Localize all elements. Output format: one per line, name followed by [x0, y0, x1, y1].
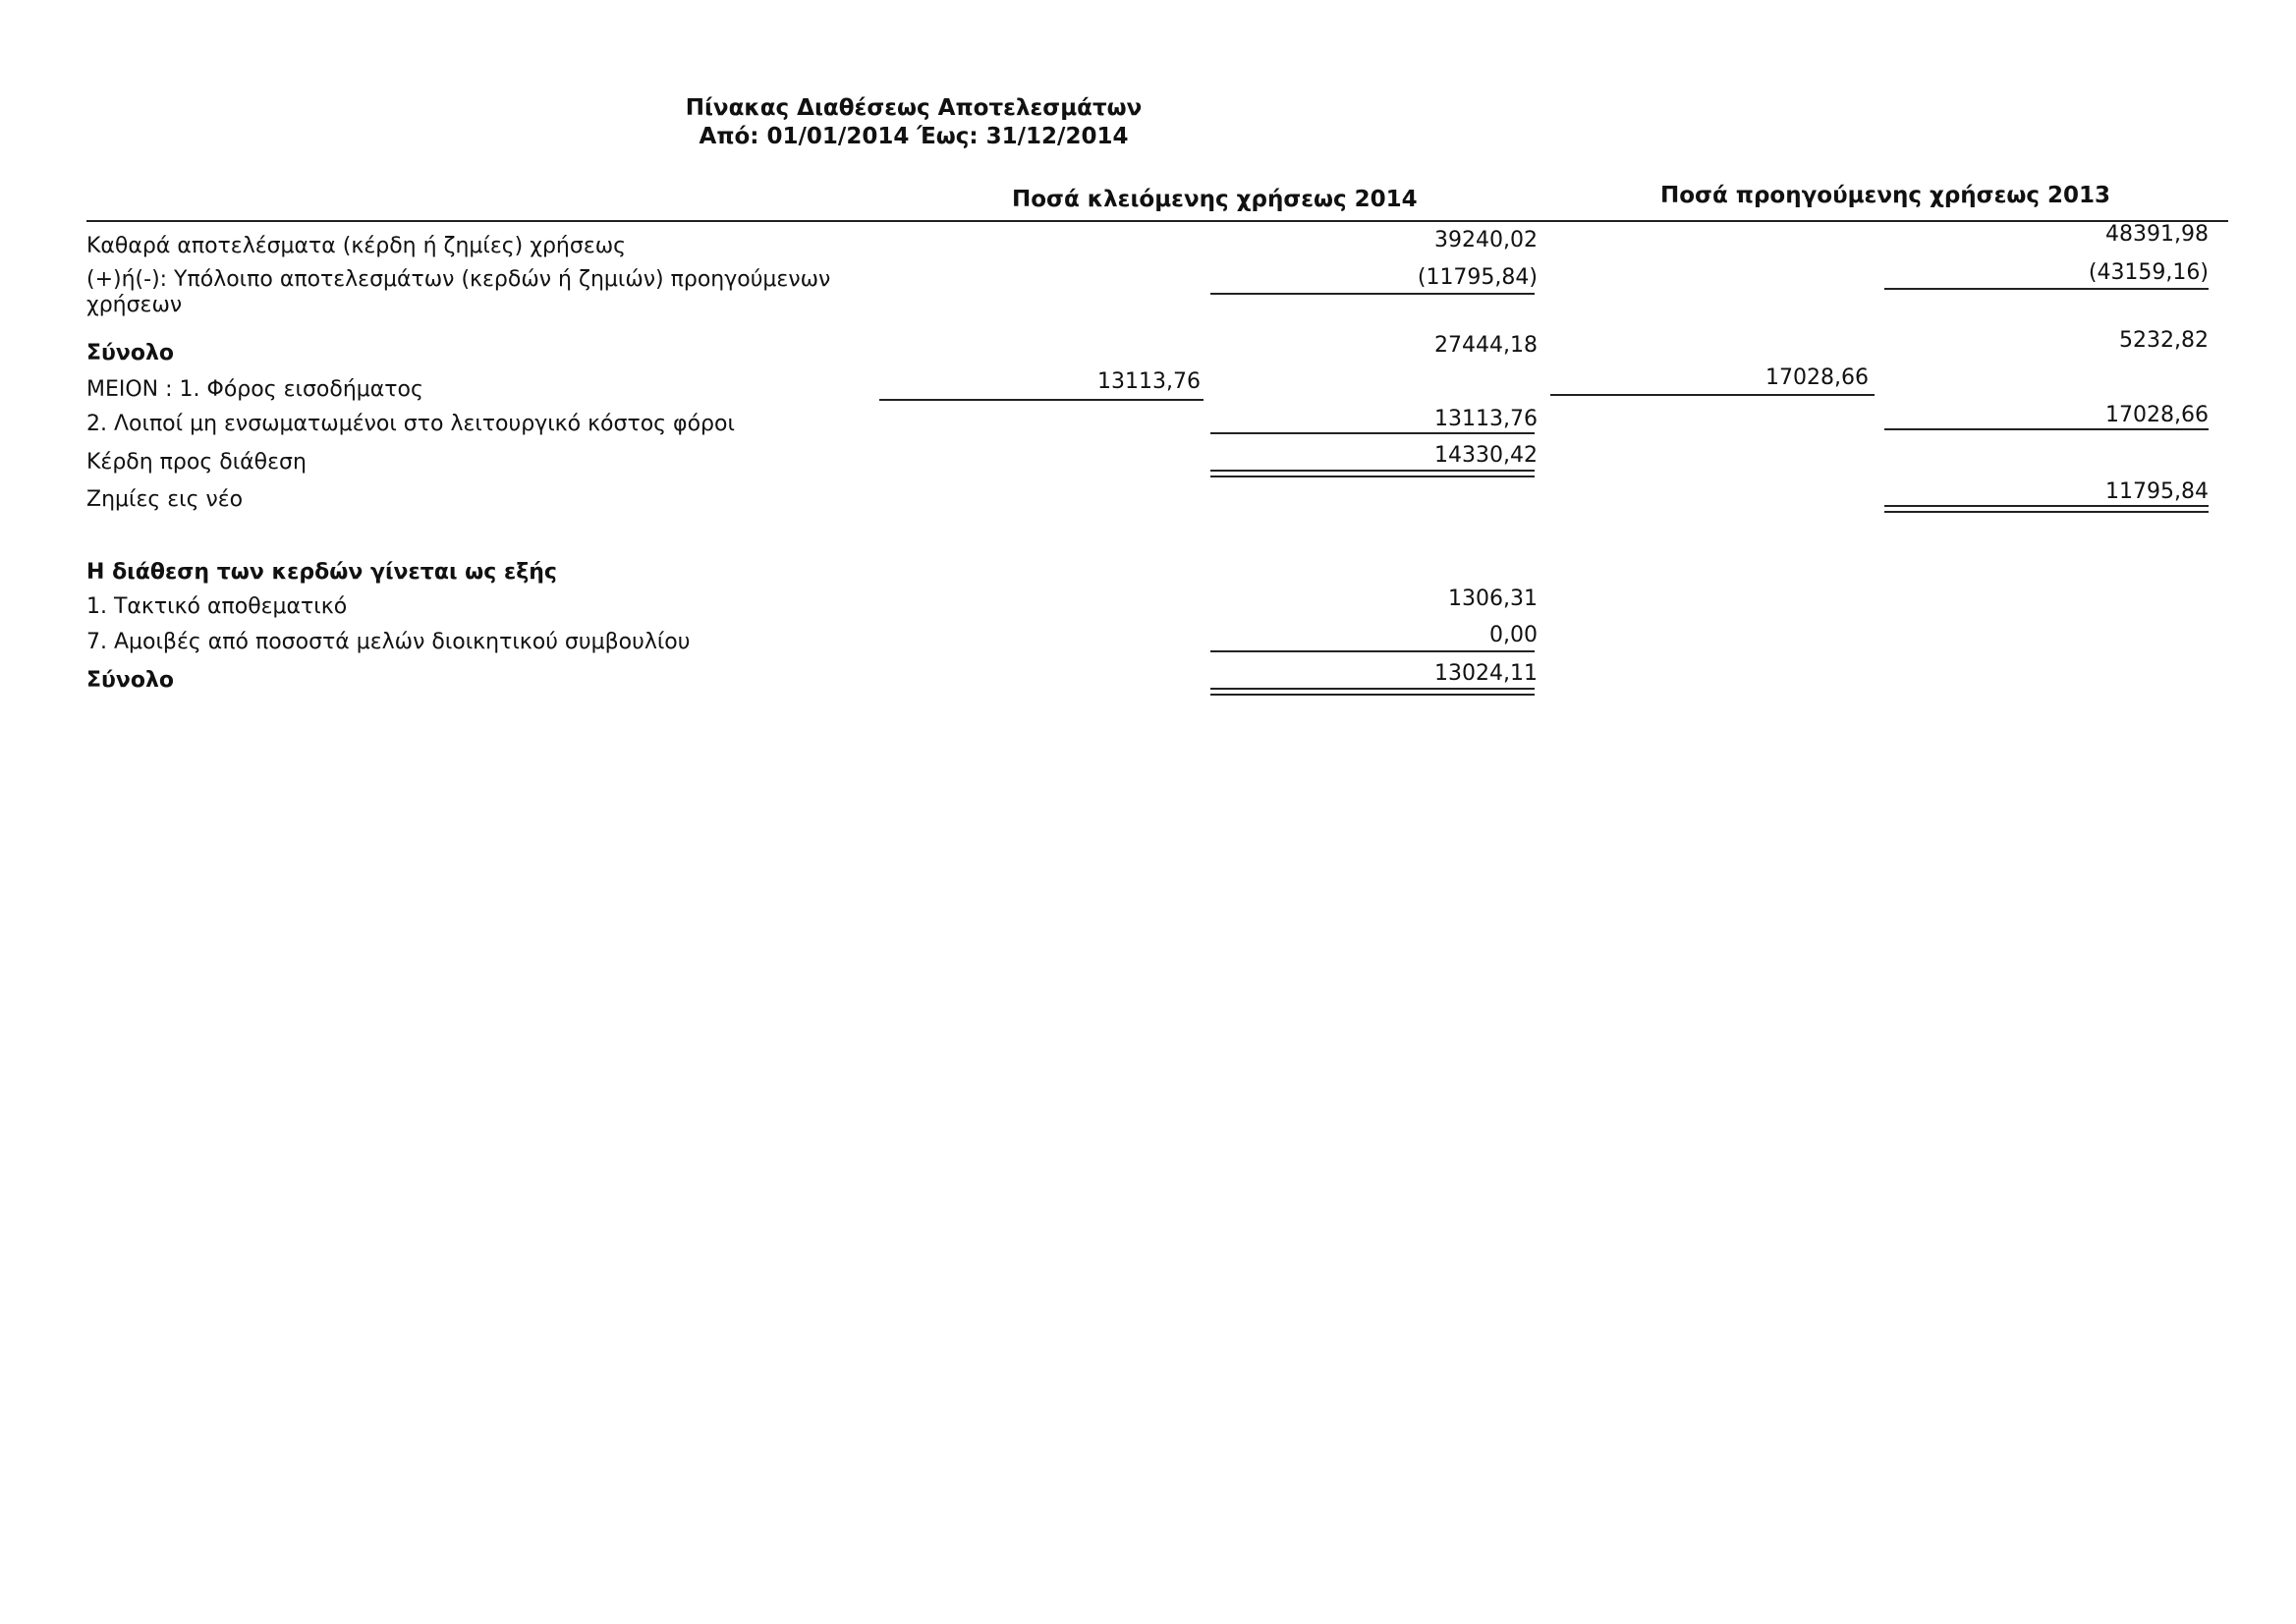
value-losses-forward-2013: 11795,84	[2105, 479, 2209, 504]
rule-income-tax-2013	[1550, 394, 1875, 396]
distribution-item-value: 1306,31	[1448, 587, 1538, 611]
distribution-item-label: 7. Αμοιβές από ποσοστά μελών διοικητικού συμβουλίου	[86, 630, 691, 654]
rule-balance-prior-2013	[1884, 288, 2209, 290]
column-header-previous: Ποσά προηγούμενης χρήσεως 2013	[1660, 183, 2111, 208]
value-net-results-2014: 39240,02	[1434, 228, 1538, 252]
value-subtotal-2013: 5232,82	[2119, 328, 2209, 353]
row-label-subtotal: Σύνολο	[86, 341, 175, 365]
row-label-losses-forward: Ζημίες εις νέο	[86, 487, 244, 512]
distribution-item-value: 0,00	[1489, 623, 1538, 647]
rule-other-taxes-2013	[1884, 428, 2209, 430]
value-subtotal-2014: 27444,18	[1434, 333, 1538, 358]
row-label-profit-available: Κέρδη προς διάθεση	[86, 450, 307, 475]
rule-other-taxes-2014	[1210, 432, 1535, 434]
distribution-heading: Η διάθεση των κερδών γίνεται ως εξής	[86, 560, 557, 585]
row-label-balance-prior: (+)ή(-): Υπόλοιπο αποτελεσμάτων (κερδών ή ζημιών) προηγούμενων χρήσεων	[86, 267, 831, 317]
double-rule-losses-forward-2013	[1884, 505, 2209, 513]
statement-period: Από: 01/01/2014 Έως: 31/12/2014	[699, 124, 1129, 149]
row-label-income-tax: ΜΕΙΟΝ : 1. Φόρος εισοδήματος	[86, 377, 423, 402]
value-balance-prior-2014: (11795,84)	[1417, 265, 1538, 290]
statement-title: Πίνακας Διαθέσεως Αποτελεσμάτων	[685, 95, 1143, 121]
value-balance-prior-2013: (43159,16)	[2088, 260, 2209, 285]
column-header-current: Ποσά κλειόμενης χρήσεως 2014	[1012, 187, 1418, 212]
rule-income-tax-2014	[879, 399, 1204, 401]
value-net-results-2013: 48391,98	[2105, 222, 2209, 247]
distribution-item-label: 1. Τακτικό αποθεματικό	[86, 594, 348, 619]
value-income-tax-2013: 17028,66	[1765, 365, 1869, 390]
double-rule-profit-available-2014	[1210, 470, 1535, 477]
value-income-tax-2014: 13113,76	[1097, 369, 1201, 394]
value-other-taxes-2014: 13113,76	[1434, 407, 1538, 431]
value-other-taxes-2013: 17028,66	[2105, 403, 2209, 427]
row-label-net-results: Καθαρά αποτελέσματα (κέρδη ή ζημίες) χρήσεως	[86, 234, 627, 258]
rule-distribution-items-2014	[1210, 650, 1535, 652]
rule-balance-prior-2014	[1210, 293, 1535, 295]
double-rule-distribution-total-2014	[1210, 688, 1535, 696]
distribution-total-value: 13024,11	[1434, 661, 1538, 686]
value-profit-available-2014: 14330,42	[1434, 443, 1538, 468]
distribution-total-label: Σύνολο	[86, 668, 175, 693]
row-label-other-taxes: 2. Λοιποί μη ενσωματωμένοι στο λειτουργικό κόστος φόροι	[86, 412, 735, 436]
